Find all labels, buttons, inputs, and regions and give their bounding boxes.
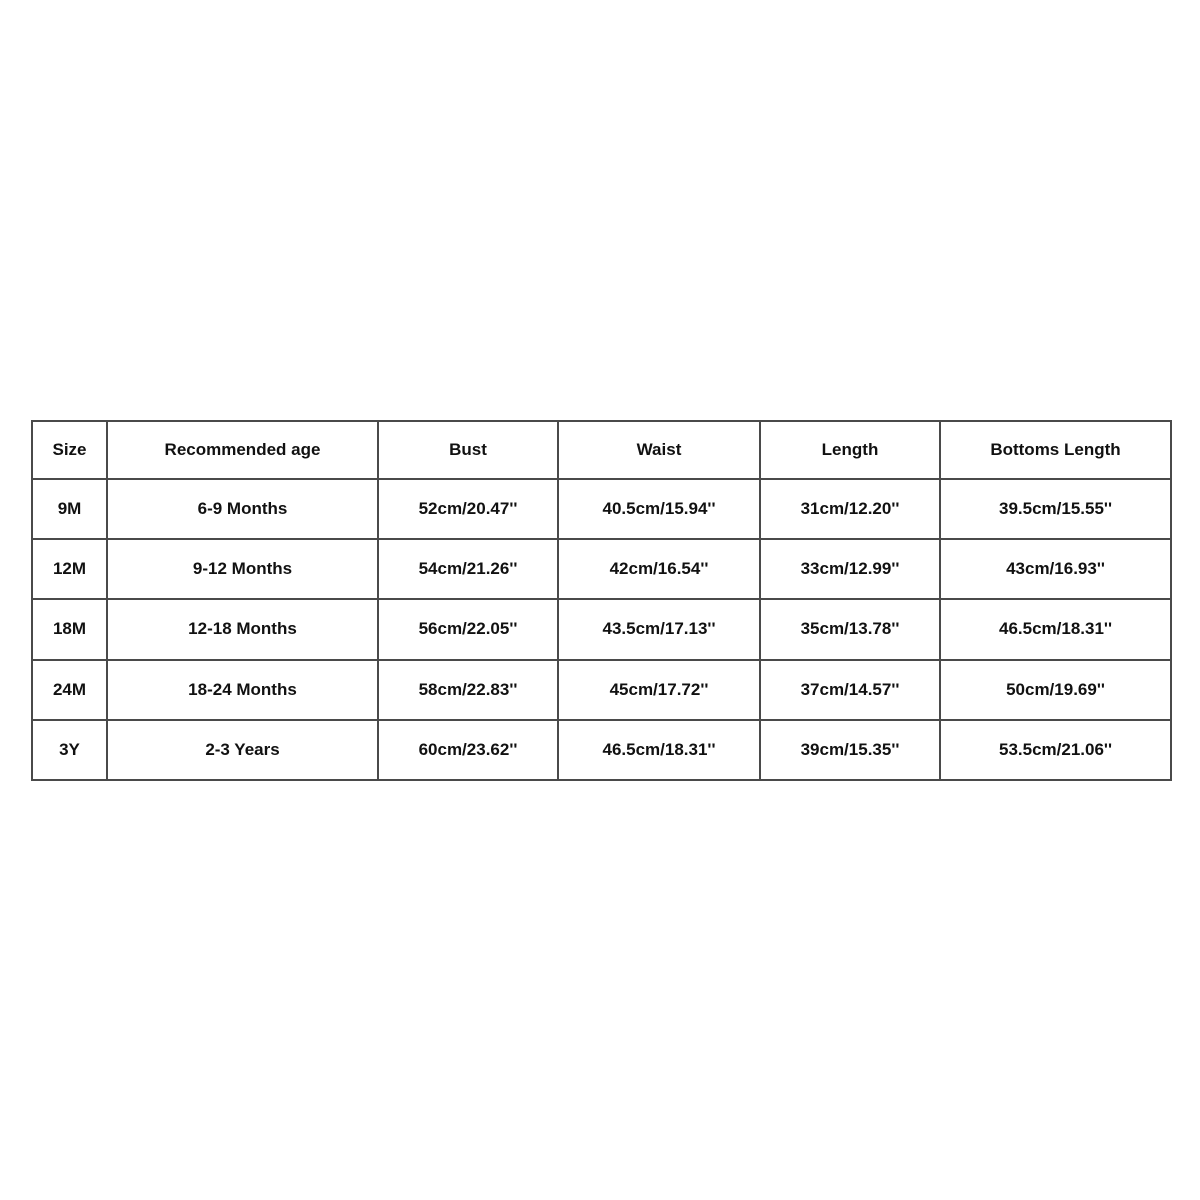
header-length: Length — [760, 421, 940, 479]
cell-size: 3Y — [32, 720, 107, 780]
header-waist: Waist — [558, 421, 760, 479]
cell-bust: 60cm/23.62'' — [378, 720, 558, 780]
cell-recommended-age: 18-24 Months — [107, 660, 378, 720]
table-row — [32, 539, 1171, 599]
cell-waist: 45cm/17.72'' — [558, 660, 760, 720]
header-bottoms-length: Bottoms Length — [940, 421, 1171, 479]
cell-waist: 42cm/16.54'' — [558, 539, 760, 599]
cell-bottoms-length: 43cm/16.93'' — [940, 539, 1171, 599]
cell-bottoms-length: 50cm/19.69'' — [940, 660, 1171, 720]
cell-length: 37cm/14.57'' — [760, 660, 940, 720]
cell-size: 24M — [32, 660, 107, 720]
cell-recommended-age: 9-12 Months — [107, 539, 378, 599]
cell-waist: 46.5cm/18.31'' — [558, 720, 760, 780]
cell-length: 33cm/12.99'' — [760, 539, 940, 599]
cell-length: 35cm/13.78'' — [760, 599, 940, 659]
cell-size: 18M — [32, 599, 107, 659]
cell-size: 9M — [32, 479, 107, 539]
table-row — [32, 660, 1171, 720]
cell-bottoms-length: 39.5cm/15.55'' — [940, 479, 1171, 539]
cell-size: 12M — [32, 539, 107, 599]
cell-length: 31cm/12.20'' — [760, 479, 940, 539]
size-chart-table — [31, 420, 1172, 781]
cell-bust: 52cm/20.47'' — [378, 479, 558, 539]
header-recommended-age: Recommended age — [107, 421, 378, 479]
cell-recommended-age: 6-9 Months — [107, 479, 378, 539]
table-row — [32, 720, 1171, 780]
cell-waist: 43.5cm/17.13'' — [558, 599, 760, 659]
cell-bust: 58cm/22.83'' — [378, 660, 558, 720]
cell-bottoms-length: 46.5cm/18.31'' — [940, 599, 1171, 659]
cell-waist: 40.5cm/15.94'' — [558, 479, 760, 539]
header-row — [32, 421, 1171, 479]
table-row — [32, 599, 1171, 659]
cell-bust: 54cm/21.26'' — [378, 539, 558, 599]
cell-bottoms-length: 53.5cm/21.06'' — [940, 720, 1171, 780]
table-row — [32, 479, 1171, 539]
cell-length: 39cm/15.35'' — [760, 720, 940, 780]
cell-recommended-age: 12-18 Months — [107, 599, 378, 659]
header-size: Size — [32, 421, 107, 479]
header-bust: Bust — [378, 421, 558, 479]
cell-recommended-age: 2-3 Years — [107, 720, 378, 780]
cell-bust: 56cm/22.05'' — [378, 599, 558, 659]
